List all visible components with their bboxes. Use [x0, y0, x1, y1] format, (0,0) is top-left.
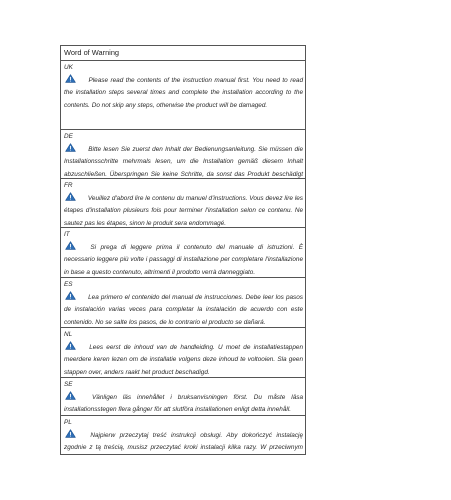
warning-triangle-icon [65, 341, 76, 350]
warning-text: Vänligen läs innehållet i bruksanvisningen först. Du måste läsa installationsstegen flera gånger för att slutföra installationen enligt detta innehåll. [64, 394, 303, 414]
table-title: Word of Warning [61, 46, 305, 61]
language-code: ES [64, 281, 73, 288]
warning-text: Please read the contents of the instruction manual first. You need to read the installation steps several times and complete the installation according to the contents. Do not skip any steps, otherwise the product will be damaged. [64, 77, 303, 109]
warning-row-pl [61, 416, 305, 454]
language-code: IT [64, 231, 70, 238]
warning-triangle-icon [65, 74, 76, 83]
warning-row-es [61, 278, 305, 328]
warning-triangle-icon [65, 192, 76, 201]
language-code: UK [64, 64, 73, 71]
warning-triangle-icon [65, 241, 76, 250]
warning-row-se [61, 378, 305, 416]
language-code: FR [64, 182, 73, 189]
language-code: PL [64, 419, 72, 426]
warning-text: Lees eerst de inhoud van de handleiding. U moet de installatiestappen meerdere keren lezen om de installatie volgens deze inhoud te voltooien. Sla geen stappen over, anders raakt het product beschadigd. [64, 344, 303, 376]
warning-text: Najpierw przeczytaj treść instrukcji obsługi. Aby dokończyć instalację zgodnie z tą treścią, musisz przeczytać kroki instalacji kilka razy. W przeciwnym [64, 432, 304, 452]
warning-triangle-icon [65, 429, 76, 438]
warning-text: Lea primero el contenido del manual de instrucciones. Debe leer los pasos de instalación varias veces para completar la instalación de acuerdo con este contenido. No se salte los pasos, de lo contrario el producto se dañará. [64, 294, 304, 326]
warning-triangle-icon [65, 291, 76, 300]
warning-row-de [61, 130, 305, 179]
language-code: SE [64, 381, 73, 388]
language-code: NL [64, 331, 73, 338]
warning-triangle-icon [65, 143, 76, 152]
warning-text: Si prega di leggere prima il contenuto del manuale di istruzioni. È necessario leggere più volte i passaggi di installazione per completare l'installazione in base a questo contenuto, altrimenti il prodotto verrà danneggiato. [64, 244, 304, 276]
warning-row-nl [61, 328, 305, 378]
warning-table [60, 45, 306, 455]
warning-triangle-icon [65, 391, 76, 400]
warning-row-it [61, 228, 305, 278]
warning-row-uk [61, 61, 305, 130]
warning-text: Bitte lesen Sie zuerst den Inhalt der Bedienungsanleitung. Sie müssen die Installationsschritte mehrmals lesen, um die Installation gemäß diesem Inhalt abzuschließen. Überspringen Sie keine Schritte, da sonst das Produkt beschädigt [64, 146, 304, 178]
warning-row-fr [61, 179, 305, 228]
warning-text: Veuillez d'abord lire le contenu du manuel d'instructions. Vous devez lire les étapes d'installation plusieurs fois pour terminer l'installation selon ce contenu. Ne sautez pas les étapes, sinon le produit sera endommagé. [64, 195, 303, 227]
language-code: DE [64, 133, 73, 140]
